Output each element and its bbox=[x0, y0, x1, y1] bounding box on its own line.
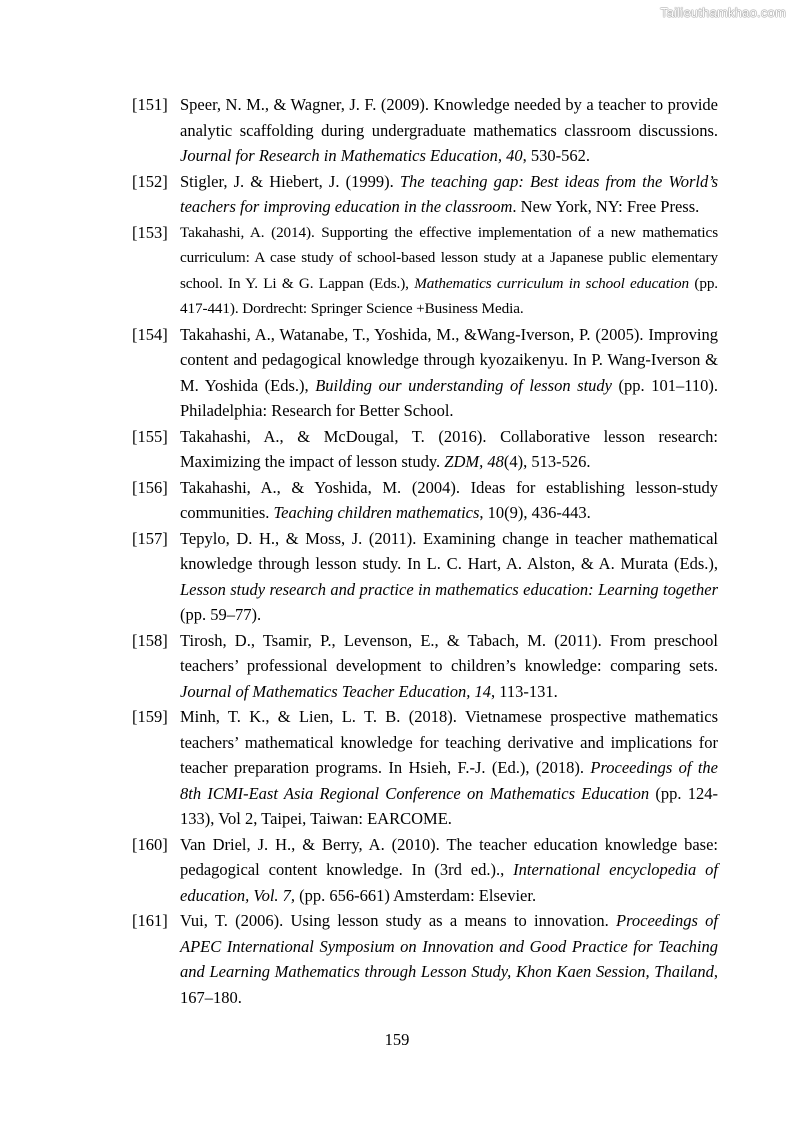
reference-number: [151] bbox=[132, 95, 168, 114]
reference-text bbox=[180, 908, 718, 1010]
reference-text bbox=[180, 322, 718, 424]
reference-list bbox=[0, 92, 794, 1010]
reference-text bbox=[180, 475, 718, 526]
page-number: 159 bbox=[384, 1030, 410, 1049]
reference-segment: , 10(9), 436-443. bbox=[479, 503, 591, 522]
reference-segment: (pp. 124-133), Vol 2, Taipei, Taiwan: EARCOME. bbox=[180, 783, 718, 828]
reference-segment: Vui, T. (2006). Using lesson study as a means to innovation. bbox=[180, 911, 616, 930]
reference-entry bbox=[0, 832, 794, 909]
reference-entry bbox=[0, 475, 794, 526]
reference-italic-segment: Journal for Research in Mathematics Education, 40 bbox=[180, 146, 523, 165]
reference-segment: Takahashi, A., & Yoshida, M. (2004). Ideas for establishing lesson-study communities. bbox=[180, 477, 718, 522]
reference-entry bbox=[0, 92, 794, 169]
reference-italic-segment: Teaching children mathematics bbox=[273, 503, 480, 522]
reference-entry bbox=[0, 526, 794, 628]
reference-italic-segment: Lesson study research and practice in mathematics education: Learning together bbox=[180, 579, 718, 599]
reference-number: [154] bbox=[132, 324, 168, 344]
reference-number: [159] bbox=[132, 707, 168, 726]
reference-italic-segment: Proceedings of APEC International Symposium on Innovation and Good Practice for Teaching and Learning Mathematics through Lesson Study, Khon Kaen Session, Thailand bbox=[180, 911, 718, 981]
reference-segment: , 530-562. bbox=[522, 146, 590, 165]
reference-text bbox=[180, 704, 718, 832]
reference-segment: Minh, T. K., & Lien, L. T. B. (2018). Vietnamese prospective mathematics teachers’ mathematical knowledge for teaching derivative and implications for teacher preparation programs. In Hsieh, F.-J. (Ed.), (2018). bbox=[180, 707, 718, 777]
reference-entry bbox=[0, 169, 794, 220]
reference-number: [160] bbox=[132, 834, 168, 854]
reference-italic-segment: Proceedings of the 8th ICMI-East Asia Regional Conference on Mathematics Education bbox=[180, 758, 719, 803]
reference-segment: Stigler, J. & Hiebert, J. (1999). bbox=[180, 171, 400, 191]
reference-segment: Van Driel, J. H., & Berry, A. (2010). The teacher education knowledge base: pedagogical content knowledge. In (3rd ed.)., bbox=[180, 834, 718, 879]
reference-entry bbox=[0, 424, 794, 475]
reference-entry bbox=[0, 908, 794, 1010]
reference-segment: (pp. 101–110). Philadelphia: Research for Better School. bbox=[180, 375, 718, 420]
reference-segment: Takahashi, A., & McDougal, T. (2016). Collaborative lesson research: Maximizing the impact of lesson study. bbox=[180, 426, 718, 471]
reference-segment: , 167–180. bbox=[180, 962, 718, 1007]
reference-text bbox=[180, 92, 718, 169]
reference-segment: Takahashi, A., Watanabe, T., Yoshida, M., &Wang-Iverson, P. (2005). Improving content and pedagogical knowledge through kyozaikenyu. In P. Wang-Iverson & M. Yoshida (Eds.), bbox=[180, 324, 718, 395]
watermark: Tailieuthamkhao.com bbox=[660, 5, 786, 20]
reference-italic-segment: Mathematics curriculum in school education bbox=[414, 274, 690, 292]
reference-segment: (pp. 656-661) Amsterdam: Elsevier. bbox=[295, 885, 537, 905]
reference-entry bbox=[0, 220, 794, 322]
reference-segment: (4), 513-526. bbox=[503, 452, 591, 471]
reference-number: [156] bbox=[132, 477, 168, 497]
reference-segment: Tirosh, D., Tsamir, P., Levenson, E., & Tabach, M. (2011). From preschool teachers’ professional development to children’s knowledge: comparing sets. bbox=[180, 630, 718, 675]
reference-text bbox=[180, 424, 718, 475]
reference-segment: (pp. 417-441). Dordrecht: Springer Science +Business Media. bbox=[180, 274, 719, 317]
reference-entry bbox=[0, 628, 794, 705]
reference-number: [161] bbox=[132, 911, 168, 930]
reference-number: [153] bbox=[132, 222, 168, 242]
reference-number: [155] bbox=[132, 426, 168, 446]
reference-italic-segment: Building our understanding of lesson study bbox=[315, 375, 612, 395]
reference-italic-segment: ZDM, 48 bbox=[444, 452, 504, 471]
reference-text bbox=[180, 526, 718, 628]
reference-text bbox=[180, 832, 718, 909]
reference-segment: (pp. 59–77). bbox=[180, 605, 262, 624]
reference-italic-segment: International encyclopedia of education, Vol. 7, bbox=[180, 860, 718, 905]
reference-segment: Takahashi, A. (2014). Supporting the effective implementation of a new mathematics curriculum: A case study of school-based lesson study at a Japanese public elementary school. In Y. Li & G. Lappan (Eds.), bbox=[180, 223, 718, 292]
reference-entry bbox=[0, 322, 794, 424]
reference-entry bbox=[0, 704, 794, 832]
reference-italic-segment: Journal of Mathematics Teacher Education, 14 bbox=[180, 681, 492, 701]
reference-segment: Speer, N. M., & Wagner, J. F. (2009). Knowledge needed by a teacher to provide analytic scaffolding during undergraduate mathematics classroom discussions. bbox=[180, 95, 718, 140]
reference-segment: Tepylo, D. H., & Moss, J. (2011). Examining change in teacher mathematical knowledge through lesson study. In L. C. Hart, A. Alston, & A. Murata (Eds.), bbox=[180, 528, 718, 573]
reference-text bbox=[180, 220, 718, 322]
reference-segment: . New York, NY: Free Press. bbox=[512, 197, 700, 216]
reference-text bbox=[180, 628, 718, 705]
reference-text bbox=[180, 169, 718, 220]
reference-number: [152] bbox=[132, 171, 168, 191]
reference-number: [158] bbox=[132, 630, 168, 650]
reference-segment: , 113-131. bbox=[491, 681, 558, 701]
reference-number: [157] bbox=[132, 528, 168, 548]
reference-italic-segment: The teaching gap: Best ideas from the World’s teachers for improving education in the classroom bbox=[180, 171, 718, 216]
